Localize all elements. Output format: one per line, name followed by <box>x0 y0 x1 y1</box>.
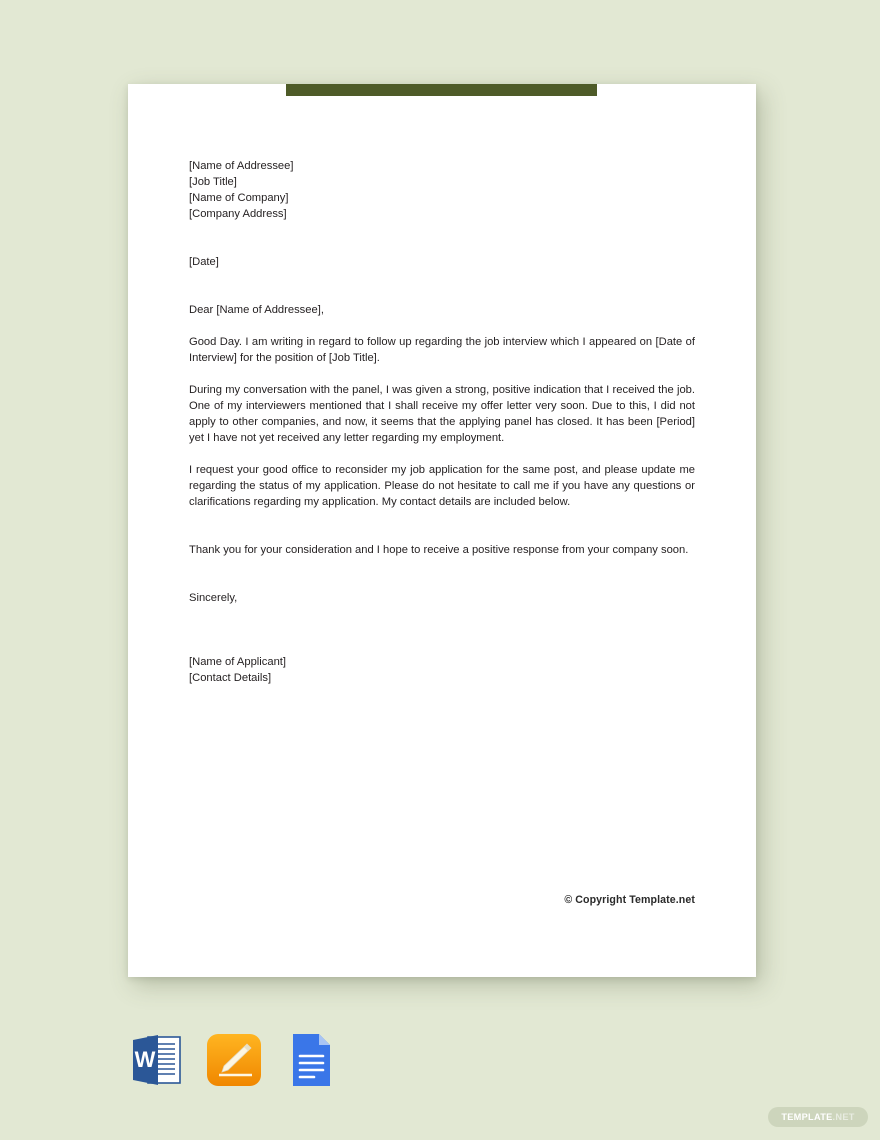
apple-pages-icon[interactable] <box>205 1031 263 1089</box>
format-icons-row <box>128 1031 358 1091</box>
google-docs-icon[interactable] <box>281 1031 339 1089</box>
svg-text:W: W <box>134 1047 156 1072</box>
green-header-bar <box>286 84 597 96</box>
applicant-contact: [Contact Details] <box>189 671 272 684</box>
date-line: [Date] <box>189 256 219 268</box>
addressee-address: [Company Address] <box>189 207 287 220</box>
watermark-brand: TEMPLATE <box>781 1112 833 1122</box>
closing-thanks: Thank you for your consideration and I hope to receive a positive response from your company soon. <box>189 544 689 556</box>
addressee-title: [Job Title] <box>189 175 237 188</box>
watermark-label <box>781 1112 854 1122</box>
signature-block <box>189 655 286 687</box>
applicant-name: [Name of Applicant] <box>189 656 287 668</box>
body-paragraph-2: During my conversation with the panel, I was given a strong, positive indication that I received the job. One of my interviewers mentioned that I shall receive my offer letter very soon. Due to this, I did not apply to other companies, and now, it seems that the applying panel has closed. It has been [Period] yet I have not yet received any letter regarding my employment. <box>189 384 695 444</box>
addressee-block <box>189 159 695 223</box>
body-paragraph-3: I request your good office to reconsider my job application for the same post, and please update me regarding the status of my application. Please do not hesitate to call me if you have any questions or clarifications regarding my application. My contact details are included below. <box>189 464 695 508</box>
watermark-tld: .NET <box>832 1112 855 1122</box>
salutation: Dear [Name of Addressee], <box>189 304 324 316</box>
body-paragraph-1: Good Day. I am writing in regard to follow up regarding the job interview which I appeared on [Date of Interview] for the position of [Job Title]. <box>189 336 695 364</box>
template-net-watermark[interactable] <box>768 1107 868 1127</box>
closing-salutation: Sincerely, <box>189 592 238 604</box>
document-page <box>128 84 756 977</box>
microsoft-word-icon[interactable] <box>128 1031 186 1089</box>
copyright-notice: © Copyright Template.net <box>564 894 695 906</box>
addressee-name: [Name of Addressee] <box>189 160 294 172</box>
addressee-company: [Name of Company] <box>189 191 289 204</box>
